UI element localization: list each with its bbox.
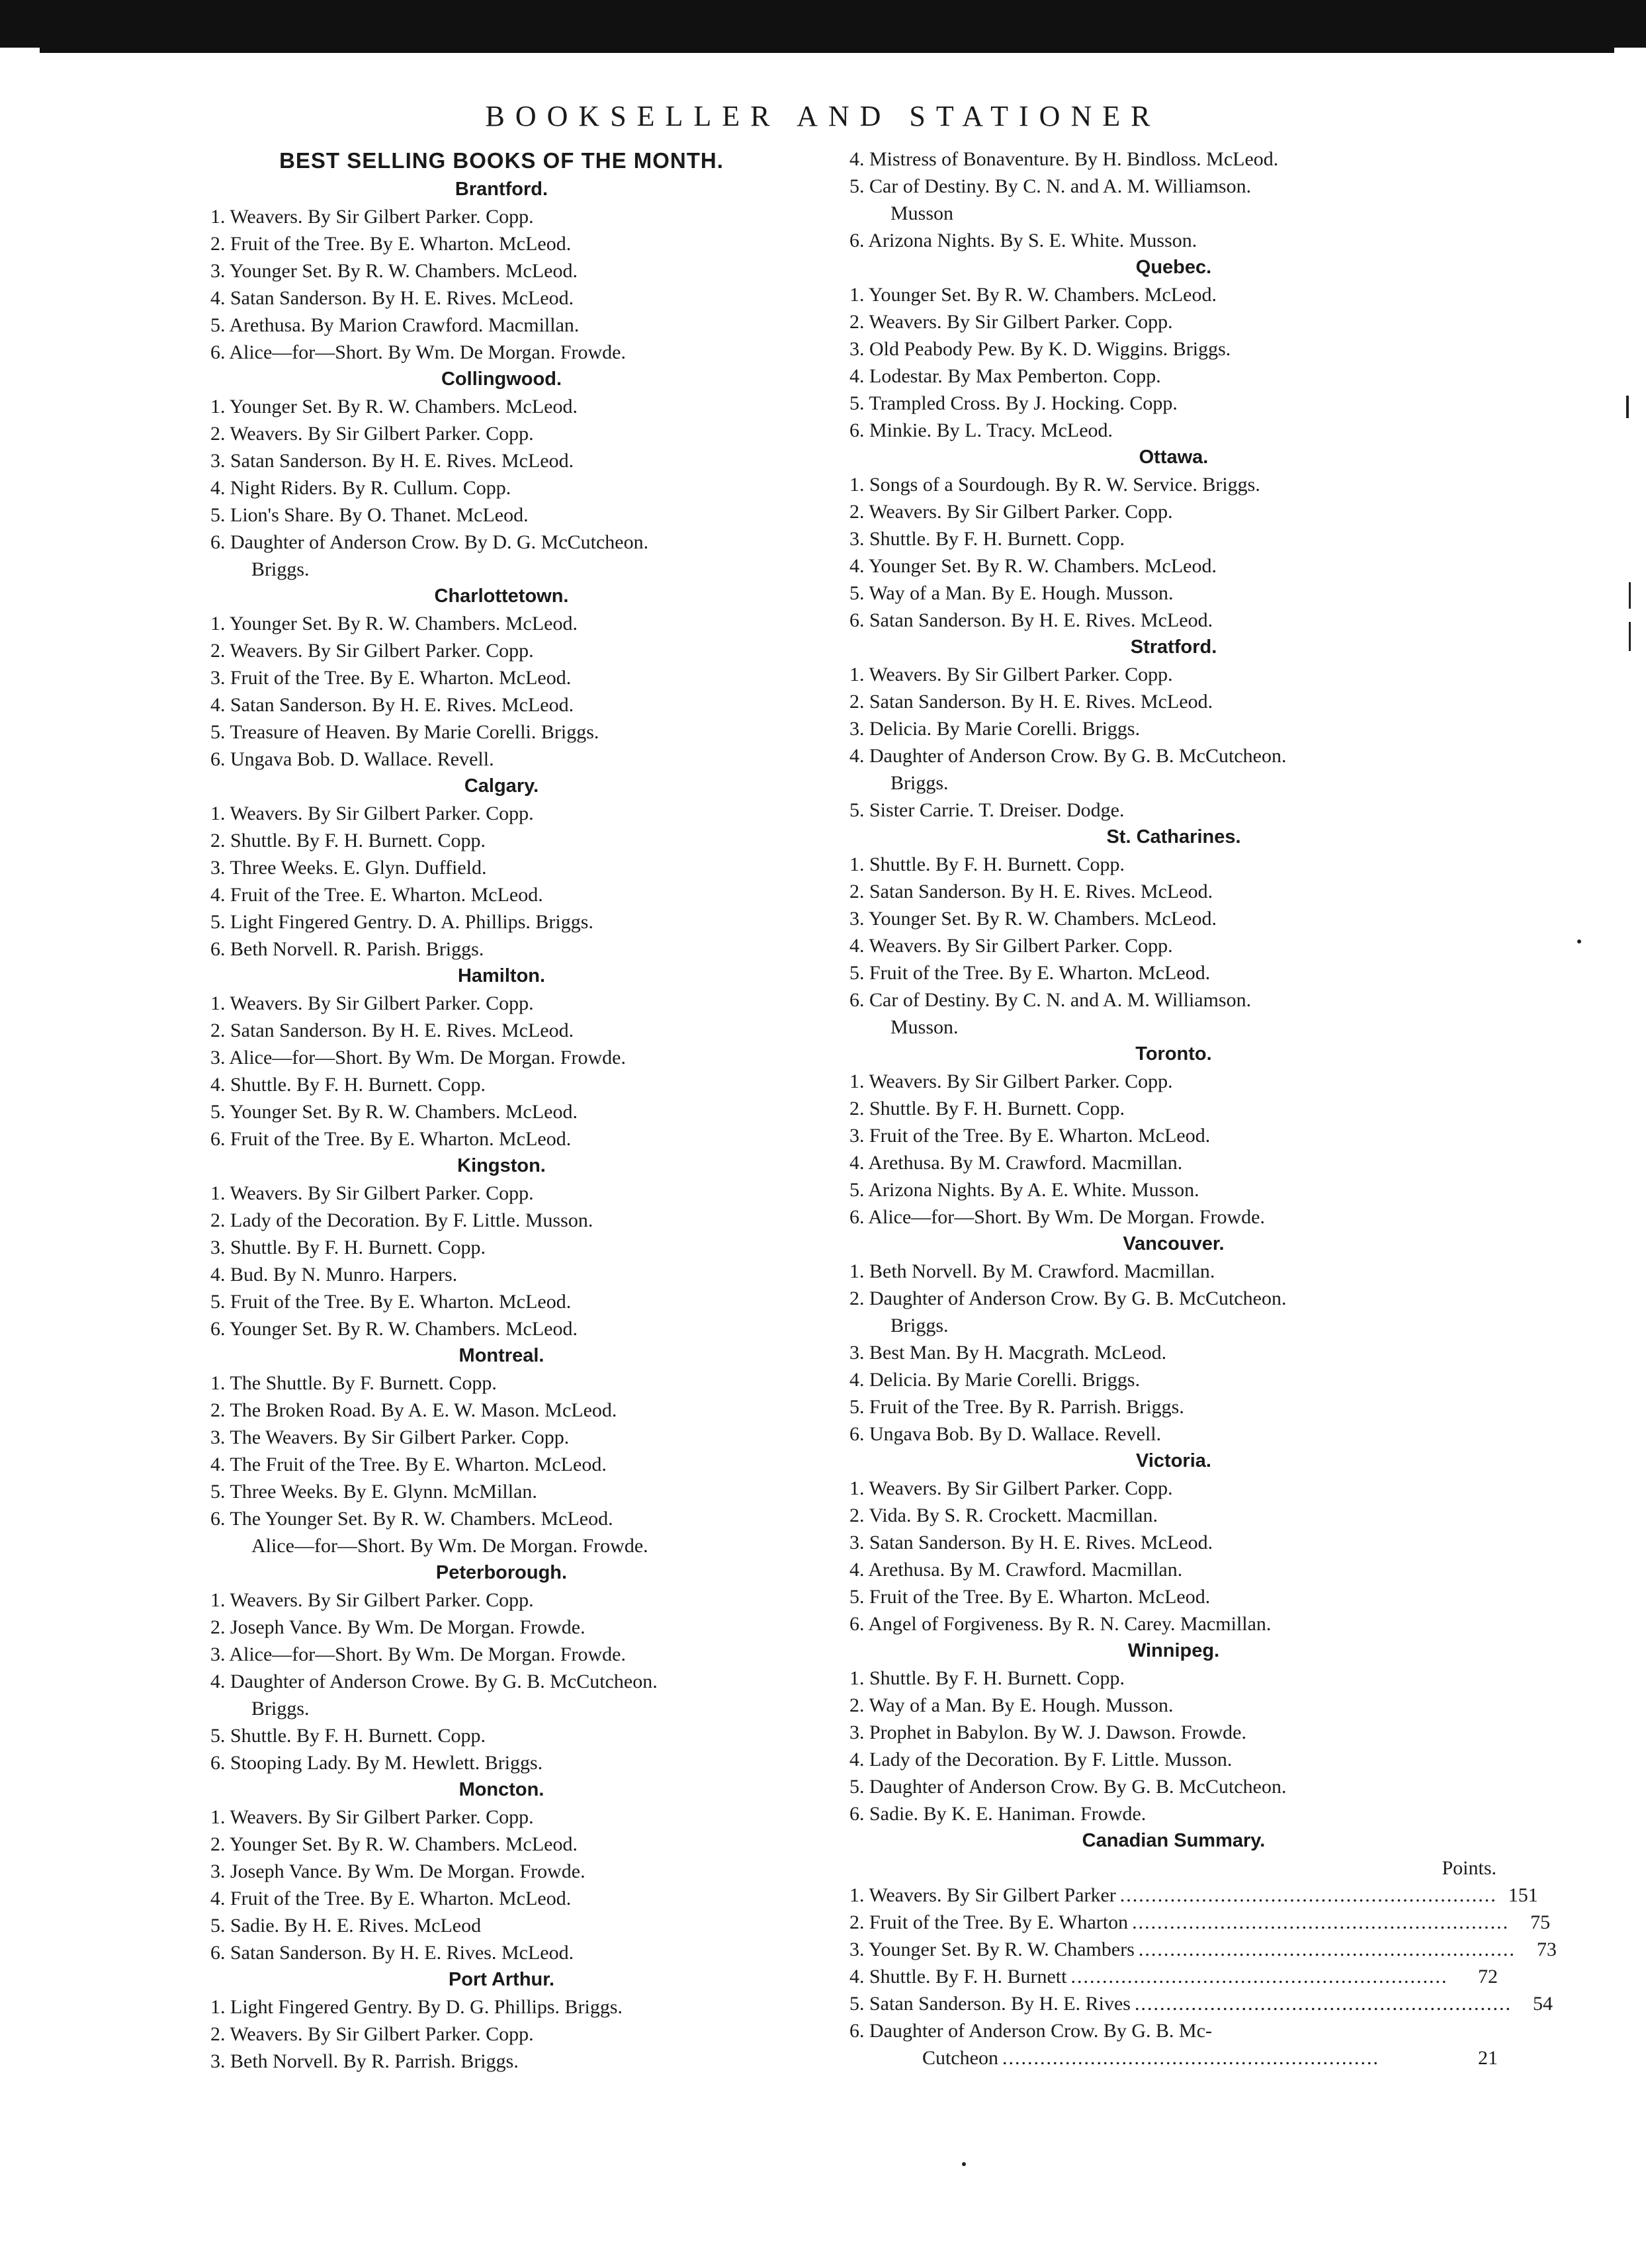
list-item: 6. Sadie. By K. E. Haniman. Frowde. [849,1803,1147,1825]
summary-points: 21 [1478,2047,1498,2069]
list-item: 3. Alice—for—Short. By Wm. De Morgan. Frowde. [210,1047,626,1069]
list-item: 2. Daughter of Anderson Crow. By G. B. McCutcheon. [849,1287,1287,1309]
list-item: 5. Treasure of Heaven. By Marie Corelli. Briggs. [210,721,599,743]
list-item: 5. Way of a Man. By E. Hough. Musson. [849,582,1174,604]
list-item: 1. Weavers. By Sir Gilbert Parker. Copp. [849,1477,1173,1499]
list-item: 5. Arethusa. By Marion Crawford. Macmillan. [210,314,580,336]
list-item: 2. Joseph Vance. By Wm. De Morgan. Frowde. [210,1616,585,1638]
summary-row-text: 2. Fruit of the Tree. By E. Wharton [849,1911,1129,1933]
list-item: 4. Fruit of the Tree. By E. Wharton. McLeod. [210,1888,572,1909]
points-header: Points. [1442,1857,1496,1879]
list-item: 5. Fruit of the Tree. By E. Wharton. McLeod. [210,1291,572,1313]
summary-points: 72 [1478,1966,1498,1987]
list-item: 3. Prophet in Babylon. By W. J. Dawson. Frowde. [849,1722,1246,1743]
list-item: 2. Shuttle. By F. H. Burnett. Copp. [849,1098,1125,1119]
list-item: 6. Minkie. By L. Tracy. McLeod. [849,419,1113,441]
list-item: 4. Arethusa. By M. Crawford. Macmillan. [849,1559,1183,1581]
list-item: 1. Shuttle. By F. H. Burnett. Copp. [849,853,1125,875]
dot-leader: ............................................................ [1119,1884,1497,1906]
city-heading: Vancouver. [1123,1233,1225,1254]
list-item: 3. Satan Sanderson. By H. E. Rives. McLeod. [210,450,574,472]
list-item: 1. Weavers. By Sir Gilbert Parker. Copp. [210,1182,534,1204]
summary-row-text: 3. Younger Set. By R. W. Chambers [849,1939,1135,1960]
running-head: BOOKSELLER AND STATIONER [485,100,1161,132]
list-item: 2. Weavers. By Sir Gilbert Parker. Copp. [849,311,1173,333]
list-item: 4. Weavers. By Sir Gilbert Parker. Copp. [849,935,1173,957]
list-item: 6. Angel of Forgiveness. By R. N. Carey. Macmillan. [849,1613,1272,1635]
list-item: 1. Weavers. By Sir Gilbert Parker. Copp. [210,992,534,1014]
list-item: 3. The Weavers. By Sir Gilbert Parker. Copp. [210,1426,570,1448]
list-item: 6. Alice—for—Short. By Wm. De Morgan. Frowde. [210,341,626,363]
dot-leader: ............................................................ [1138,1939,1516,1960]
list-item: 6. Satan Sanderson. By H. E. Rives. McLeod. [849,609,1213,631]
city-heading: Montreal. [458,1345,544,1366]
city-heading: St. Catharines. [1106,826,1241,848]
list-item: 2. Way of a Man. By E. Hough. Musson. [849,1694,1174,1716]
list-item: 3. Shuttle. By F. H. Burnett. Copp. [210,1237,486,1258]
list-item: 4. Younger Set. By R. W. Chambers. McLeod. [849,555,1217,577]
list-item: 2. Satan Sanderson. By H. E. Rives. McLeod. [849,691,1213,713]
list-item: 4. Daughter of Anderson Crow. By G. B. McCutcheon. [849,745,1287,767]
list-item: 3. Younger Set. By R. W. Chambers. McLeod. [210,260,578,282]
list-item: 3. Alice—for—Short. By Wm. De Morgan. Frowde. [210,1643,626,1665]
list-item: 4. Night Riders. By R. Cullum. Copp. [210,477,511,499]
city-heading: Collingwood. [441,369,562,390]
list-item: 2. Fruit of the Tree. By E. Wharton. McLeod. [210,233,572,255]
top-border-underline [40,46,1614,53]
summary-row [849,1963,1498,1990]
dot-leader: ............................................................ [1070,1966,1448,1987]
right-column [849,146,1557,2072]
list-item: 1. Weavers. By Sir Gilbert Parker. Copp. [210,803,534,824]
list-item: 1. Beth Norvell. By M. Crawford. Macmillan. [849,1260,1215,1282]
list-item: 1. Shuttle. By F. H. Burnett. Copp. [849,1667,1125,1689]
list-item: 4. Lady of the Decoration. By F. Little. Musson. [849,1749,1233,1770]
list-item: 5. Shuttle. By F. H. Burnett. Copp. [210,1725,486,1747]
list-item: 1. Light Fingered Gentry. By D. G. Phillips. Briggs. [210,1996,623,2018]
list-item: 3. Younger Set. By R. W. Chambers. McLeod. [849,908,1217,930]
summary-points: 73 [1536,1939,1557,1960]
dot-leader: ............................................................ [1002,2047,1379,2069]
list-item: 2. Lady of the Decoration. By F. Little. Musson. [210,1209,593,1231]
list-item: 6. Younger Set. By R. W. Chambers. McLeod. [210,1318,578,1340]
list-item: 3. Beth Norvell. By R. Parrish. Briggs. [210,2050,519,2072]
dot-leader: ............................................................ [1134,1993,1512,2015]
summary-row [849,1909,1551,1936]
list-item: 6. The Younger Set. By R. W. Chambers. McLeod. [210,1508,613,1530]
list-item: 1. The Shuttle. By F. Burnett. Copp. [210,1372,497,1394]
list-item-continuation: Briggs. [890,772,949,794]
list-item-continuation: Briggs. [251,1698,310,1720]
list-item: 6. Daughter of Anderson Crow. By D. G. McCutcheon. [210,531,649,553]
list-item: 5. Light Fingered Gentry. D. A. Phillips. Briggs. [210,911,593,933]
summary-row-text: 1. Weavers. By Sir Gilbert Parker [849,1884,1116,1906]
list-item: 3. Delicia. By Marie Corelli. Briggs. [849,718,1141,740]
list-item: 5. Sadie. By H. E. Rives. McLeod [210,1915,482,1937]
list-item: 4. Shuttle. By F. H. Burnett. Copp. [210,1074,486,1096]
list-item: 6. Alice—for—Short. By Wm. De Morgan. Frowde. [849,1206,1265,1228]
list-item: 4. Satan Sanderson. By H. E. Rives. McLeod. [210,287,574,309]
list-item: 2. Weavers. By Sir Gilbert Parker. Copp. [210,640,534,662]
city-heading: Quebec. [1135,257,1212,278]
list-item: 3. Fruit of the Tree. By E. Wharton. McLeod. [210,667,572,689]
margin-mark [1629,582,1631,609]
list-item-continuation: Musson. [890,1016,959,1038]
list-item: 1. Younger Set. By R. W. Chambers. McLeod. [210,396,578,417]
list-item: 4. Bud. By N. Munro. Harpers. [210,1264,458,1286]
summary-row-text: Cutcheon [922,2047,998,2069]
list-item: 4. Lodestar. By Max Pemberton. Copp. [849,365,1161,387]
dot-leader: ............................................................ [1132,1911,1510,1933]
list-item: 5. Fruit of the Tree. By E. Wharton. McLeod. [849,962,1211,984]
city-heading: Kingston. [457,1155,546,1176]
list-item: 2. Weavers. By Sir Gilbert Parker. Copp. [210,2023,534,2045]
list-item: 2. Weavers. By Sir Gilbert Parker. Copp. [849,501,1173,523]
list-item: 4. Mistress of Bonaventure. By H. Bindloss. McLeod. [849,148,1279,170]
speck-mark [962,2162,966,2166]
city-heading: Moncton. [458,1779,544,1800]
list-item: 4. Arethusa. By M. Crawford. Macmillan. [849,1152,1183,1174]
list-item: 2. Satan Sanderson. By H. E. Rives. McLeod. [849,881,1213,902]
city-heading: Peterborough. [435,1562,568,1583]
list-item: 3. Best Man. By H. Macgrath. McLeod. [849,1342,1167,1364]
summary-points: 75 [1530,1911,1551,1933]
list-item: 4. Delicia. By Marie Corelli. Briggs. [849,1369,1141,1391]
list-item: 6. Fruit of the Tree. By E. Wharton. McLeod. [210,1128,572,1150]
city-heading: Victoria. [1136,1450,1211,1471]
list-item: 3. Old Peabody Pew. By K. D. Wiggins. Briggs. [849,338,1231,360]
summary-row-continuation [849,2044,1498,2072]
city-heading: Brantford. [455,179,548,200]
list-item: 6. Ungava Bob. D. Wallace. Revell. [210,748,494,770]
list-item: 4. Daughter of Anderson Crowe. By G. B. McCutcheon. [210,1671,658,1692]
list-item: 1. Younger Set. By R. W. Chambers. McLeod. [849,284,1217,306]
list-item: 2. Satan Sanderson. By H. E. Rives. McLeod. [210,1020,574,1041]
summary-row [849,1990,1553,2017]
list-item: 3. Shuttle. By F. H. Burnett. Copp. [849,528,1125,550]
list-item: 2. Weavers. By Sir Gilbert Parker. Copp. [210,423,534,445]
list-item: 1. Weavers. By Sir Gilbert Parker. Copp. [849,1070,1173,1092]
list-item: 1. Weavers. By Sir Gilbert Parker. Copp. [210,1806,534,1828]
list-item: 5. Car of Destiny. By C. N. and A. M. Williamson. [849,175,1252,197]
summary-row [849,1936,1557,1963]
list-item-continuation: Briggs. [890,1315,949,1336]
list-item: 5. Three Weeks. By E. Glynn. McMillan. [210,1481,537,1503]
summary-title: Canadian Summary. [1082,1830,1266,1851]
list-item-continuation: Musson [890,202,954,224]
left-column [210,146,793,2075]
list-item: 6. Car of Destiny. By C. N. and A. M. Williamson. [849,989,1252,1011]
list-item-continuation: Briggs. [251,558,310,580]
margin-mark [1626,396,1629,418]
list-item: 5. Younger Set. By R. W. Chambers. McLeod. [210,1101,578,1123]
list-item: 1. Weavers. By Sir Gilbert Parker. Copp. [849,664,1173,685]
margin-mark [1629,622,1631,651]
list-item: 3. Three Weeks. E. Glyn. Duffield. [210,857,487,879]
list-item: 5. Fruit of the Tree. By R. Parrish. Briggs. [849,1396,1184,1418]
list-item: 1. Weavers. By Sir Gilbert Parker. Copp. [210,206,534,228]
list-item: 5. Sister Carrie. T. Dreiser. Dodge. [849,799,1125,821]
list-item: 4. Fruit of the Tree. E. Wharton. McLeod. [210,884,543,906]
list-item: 6. Stooping Lady. By M. Hewlett. Briggs. [210,1752,543,1774]
list-item: 2. The Broken Road. By A. E. W. Mason. McLeod. [210,1399,617,1421]
list-item: 6. Beth Norvell. R. Parish. Briggs. [210,938,484,960]
list-item: 5. Arizona Nights. By A. E. White. Musson. [849,1179,1199,1201]
summary-row-text: 5. Satan Sanderson. By H. E. Rives [849,1993,1131,2015]
list-item: 3. Fruit of the Tree. By E. Wharton. McLeod. [849,1125,1211,1147]
city-heading: Calgary. [464,775,539,797]
list-item: 1. Songs of a Sourdough. By R. W. Service. Briggs. [849,474,1260,496]
list-item: 4. The Fruit of the Tree. By E. Wharton. McLeod. [210,1454,607,1475]
list-item: 2. Vida. By S. R. Crockett. Macmillan. [849,1505,1158,1526]
list-item: 3. Joseph Vance. By Wm. De Morgan. Frowde. [210,1860,585,1882]
top-border-bar [0,0,1646,48]
speck-mark [1577,939,1581,943]
list-item: 5. Trampled Cross. By J. Hocking. Copp. [849,392,1178,414]
list-item: 1. Weavers. By Sir Gilbert Parker. Copp. [210,1589,534,1611]
summary-points: 54 [1532,1993,1553,2015]
summary-row: 6. Daughter of Anderson Crow. By G. B. Mc- [849,2020,1212,2042]
city-heading: Stratford. [1130,636,1217,658]
city-heading: Toronto. [1135,1043,1212,1065]
list-item: 1. Younger Set. By R. W. Chambers. McLeod. [210,613,578,634]
list-item: 6. Ungava Bob. By D. Wallace. Revell. [849,1423,1162,1445]
city-heading: Hamilton. [457,965,546,986]
city-heading: Charlottetown. [434,586,569,607]
list-item: 6. Satan Sanderson. By H. E. Rives. McLeod. [210,1942,574,1964]
summary-row [849,1882,1538,1909]
city-heading: Winnipeg. [1127,1640,1220,1661]
city-heading: Port Arthur. [448,1969,555,1990]
list-item: 5. Daughter of Anderson Crow. By G. B. McCutcheon. [849,1776,1287,1798]
list-item: 4. Satan Sanderson. By H. E. Rives. McLeod. [210,694,574,716]
list-item: 2. Shuttle. By F. H. Burnett. Copp. [210,830,486,851]
page-title: BEST SELLING BOOKS OF THE MONTH. [279,148,724,173]
list-item: 2. Younger Set. By R. W. Chambers. McLeod. [210,1833,578,1855]
list-item: 3. Satan Sanderson. By H. E. Rives. McLeod. [849,1532,1213,1553]
summary-row-text: 4. Shuttle. By F. H. Burnett [849,1966,1067,1987]
list-item: 6. Arizona Nights. By S. E. White. Musson. [849,230,1197,251]
list-item: 5. Fruit of the Tree. By E. Wharton. McLeod. [849,1586,1211,1608]
list-item-continuation: Alice—for—Short. By Wm. De Morgan. Frowde. [251,1535,648,1557]
summary-points: 151 [1508,1884,1538,1906]
list-item: 5. Lion's Share. By O. Thanet. McLeod. [210,504,529,526]
city-heading: Ottawa. [1139,447,1209,468]
